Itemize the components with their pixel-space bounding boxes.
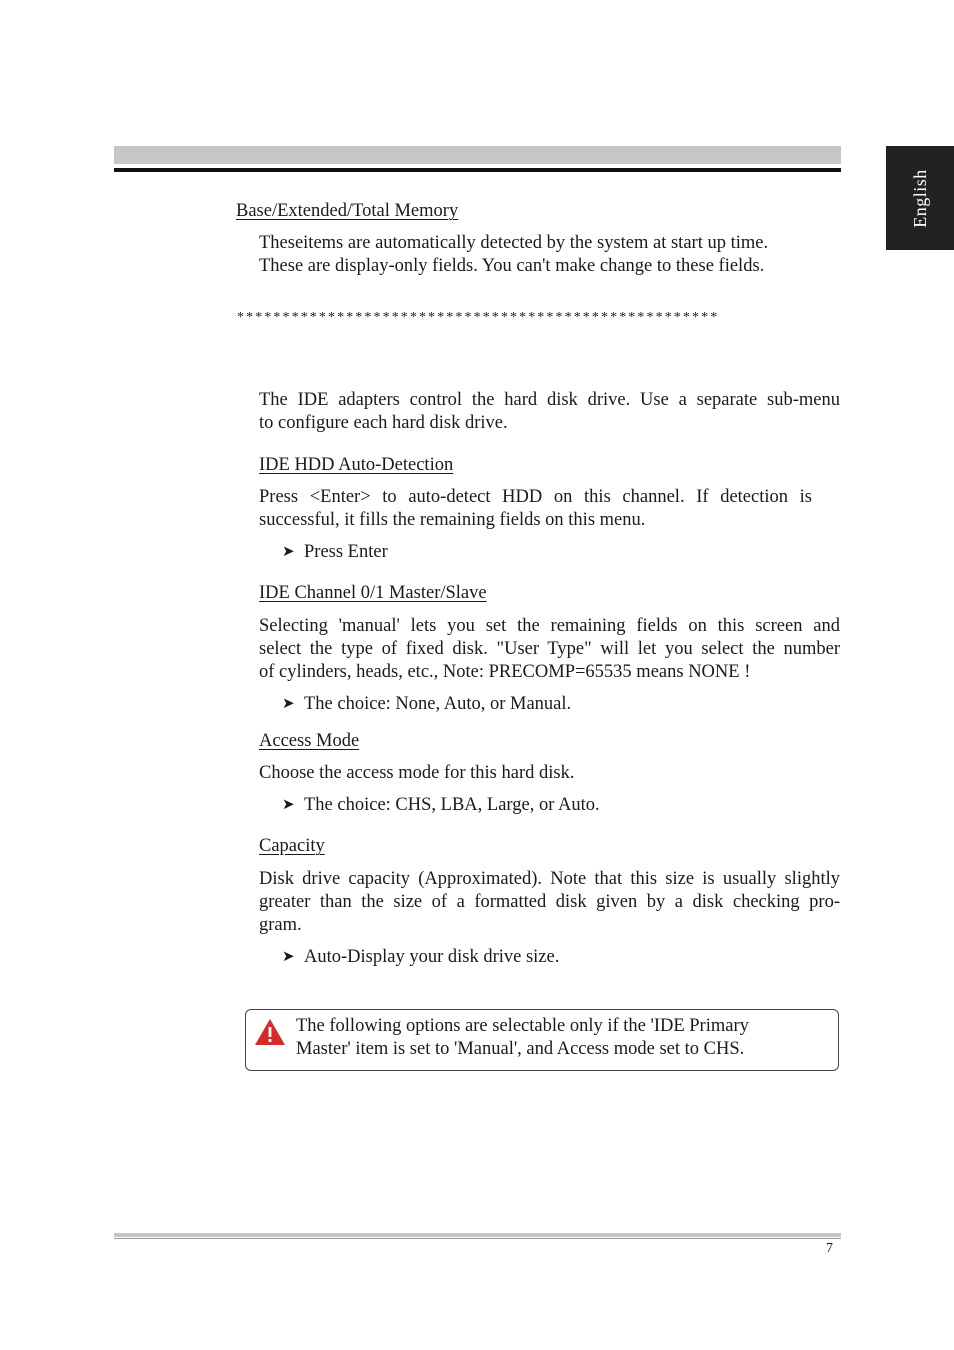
channel-bullet [282, 693, 571, 716]
ide-intro-line-1: The IDE adapters control the hard disk drive. Use a separate sub-menu [259, 390, 840, 410]
warning-text [296, 1015, 749, 1061]
footer-gray-bar [114, 1233, 841, 1237]
access-mode-bullet [282, 794, 600, 817]
memory-line-1: Theseitems are automatically detected by the system at start up time. [259, 233, 769, 253]
warning-triangle-icon [254, 1018, 286, 1046]
header-gray-bar [114, 146, 841, 164]
warning-line-2: Master' item is set to 'Manual', and Access mode set to CHS. [296, 1039, 745, 1059]
capacity-bullet [282, 946, 559, 969]
channel-bullet-text: The choice: None, Auto, or Manual. [304, 694, 572, 714]
memory-description [259, 232, 768, 278]
memory-heading: Base/Extended/Total Memory [236, 201, 459, 221]
auto-detect-line-1: Press <Enter> to auto-detect HDD on this channel. If detection is [259, 487, 812, 507]
page-number: 7 [826, 1241, 833, 1256]
capacity-heading: Capacity [259, 836, 325, 856]
language-side-tab [886, 146, 954, 250]
arrow-bullet-icon: ➤ [282, 544, 295, 560]
access-mode-heading: Access Mode [259, 731, 360, 751]
access-mode-bullet-text: The choice: CHS, LBA, Large, or Auto. [304, 795, 600, 815]
warning-box [245, 1009, 839, 1071]
capacity-description [259, 868, 840, 937]
channel-line-1: Selecting 'manual' lets you set the remaining fields on this screen and [259, 616, 840, 636]
capacity-line-3: gram. [259, 915, 302, 935]
ide-intro [259, 389, 840, 435]
capacity-line-2: greater than the size of a formatted disk given by a disk checking pro- [259, 892, 840, 912]
header-black-rule [114, 168, 841, 172]
channel-description [259, 615, 840, 684]
memory-line-2: These are display-only fields. You can't make change to these fields. [259, 256, 765, 276]
auto-detect-heading: IDE HDD Auto-Detection [259, 455, 454, 475]
capacity-line-1: Disk drive capacity (Approximated). Note that this size is usually slightly [259, 869, 840, 889]
channel-heading: IDE Channel 0/1 Master/Slave [259, 583, 487, 603]
auto-detect-description [259, 486, 812, 532]
warning-line-1: The following options are selectable only if the 'IDE Primary [296, 1016, 749, 1036]
auto-detect-line-2: successful, it fills the remaining fields on this menu. [259, 510, 646, 530]
arrow-bullet-icon: ➤ [282, 797, 295, 813]
auto-detect-bullet-text: Press Enter [304, 542, 388, 562]
ide-intro-line-2: to configure each hard disk drive. [259, 413, 508, 433]
arrow-bullet-icon: ➤ [282, 949, 295, 965]
access-mode-description [259, 762, 574, 785]
channel-line-3: of cylinders, heads, etc., Note: PRECOMP=65535 means NONE ! [259, 662, 751, 682]
access-mode-line-1: Choose the access mode for this hard disk. [259, 763, 575, 783]
footer-rule [114, 1238, 841, 1239]
capacity-bullet-text: Auto-Display your disk drive size. [304, 947, 560, 967]
language-label: English [909, 168, 930, 228]
channel-line-2: select the type of fixed disk. "User Type" will let you select the number [259, 639, 840, 659]
asterisk-separator: ***************************************************** [237, 310, 720, 325]
arrow-bullet-icon: ➤ [282, 696, 295, 712]
auto-detect-bullet [282, 541, 388, 564]
